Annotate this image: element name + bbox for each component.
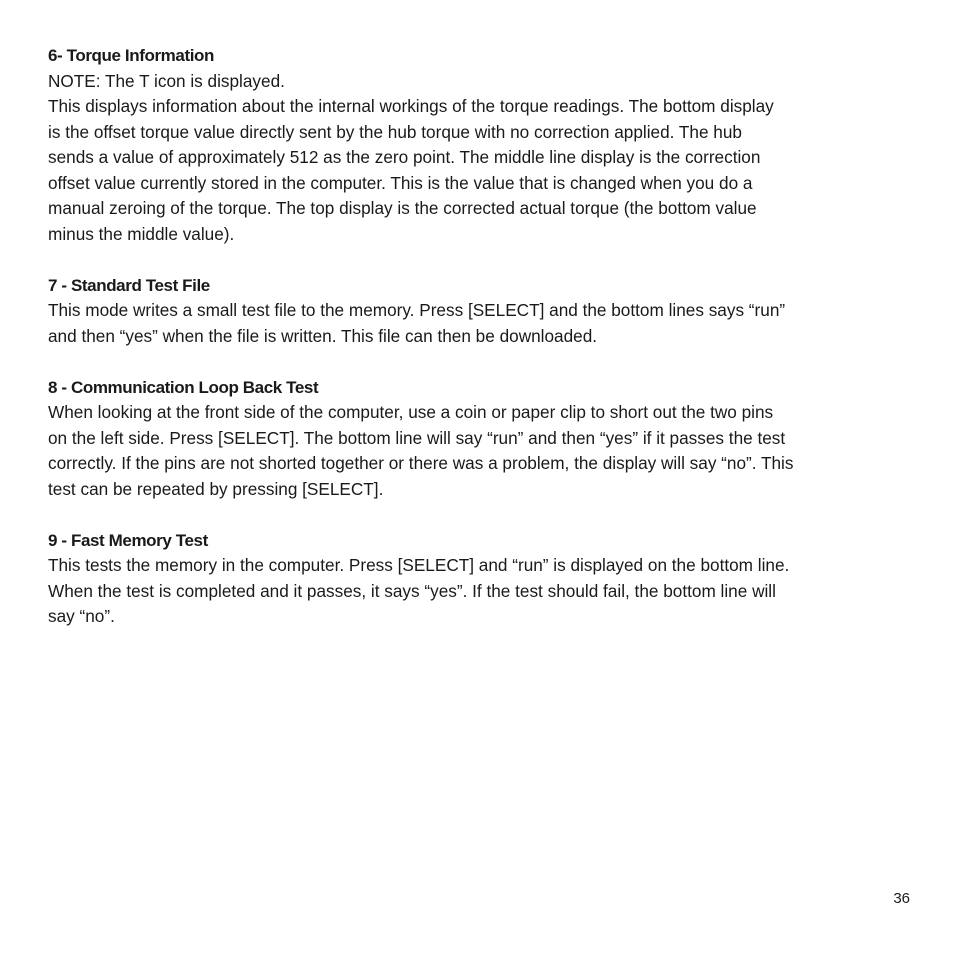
section-communication-loop-back-test bbox=[48, 375, 918, 503]
paragraph-line: When the test is completed and it passes, it says “yes”. If the test should fail, the bottom line will bbox=[48, 580, 776, 601]
section-heading: 7 - Standard Test File bbox=[48, 275, 210, 295]
paragraph-line: and then “yes” when the file is written. This file can then be downloaded. bbox=[48, 325, 598, 346]
paragraph-line: correctly. If the pins are not shorted together or there was a problem, the display will say “no”. This bbox=[48, 453, 794, 473]
paragraph-line: minus the middle value). bbox=[48, 223, 235, 244]
section-fast-memory-test bbox=[48, 528, 918, 630]
section-heading: 9 - Fast Memory Test bbox=[48, 530, 208, 550]
paragraph-line: sends a value of approximately 512 as the zero point. The middle line display is the correction bbox=[48, 147, 761, 167]
paragraph-line: This tests the memory in the computer. Press [SELECT] and “run” is displayed on the bottom line. bbox=[48, 555, 790, 575]
page-content bbox=[48, 43, 918, 655]
note-line: NOTE: The T icon is displayed. bbox=[48, 70, 285, 91]
section-torque-information bbox=[48, 43, 918, 247]
paragraph-line: When looking at the front side of the computer, use a coin or paper clip to short out the two pins bbox=[48, 402, 774, 422]
section-standard-test-file bbox=[48, 273, 918, 350]
paragraph-line: This displays information about the internal workings of the torque readings. The bottom display bbox=[48, 96, 774, 116]
paragraph-line: manual zeroing of the torque. The top display is the corrected actual torque (the bottom value bbox=[48, 198, 757, 218]
paragraph-line: on the left side. Press [SELECT]. The bottom line will say “run” and then “yes” if it passes the test bbox=[48, 427, 786, 448]
paragraph-line: say “no”. bbox=[48, 606, 115, 626]
paragraph-line: offset value currently stored in the computer. This is the value that is changed when you do a bbox=[48, 172, 753, 193]
paragraph-line: test can be repeated by pressing [SELECT]. bbox=[48, 478, 384, 499]
section-heading: 6- Torque Information bbox=[48, 46, 214, 65]
section-heading: 8 - Communication Loop Back Test bbox=[48, 377, 319, 397]
page-number: 36 bbox=[893, 890, 910, 907]
paragraph-line: is the offset torque value directly sent by the hub torque with no correction applied. The hub bbox=[48, 121, 742, 142]
paragraph-line: This mode writes a small test file to the memory. Press [SELECT] and the bottom lines says “run” bbox=[48, 300, 786, 320]
